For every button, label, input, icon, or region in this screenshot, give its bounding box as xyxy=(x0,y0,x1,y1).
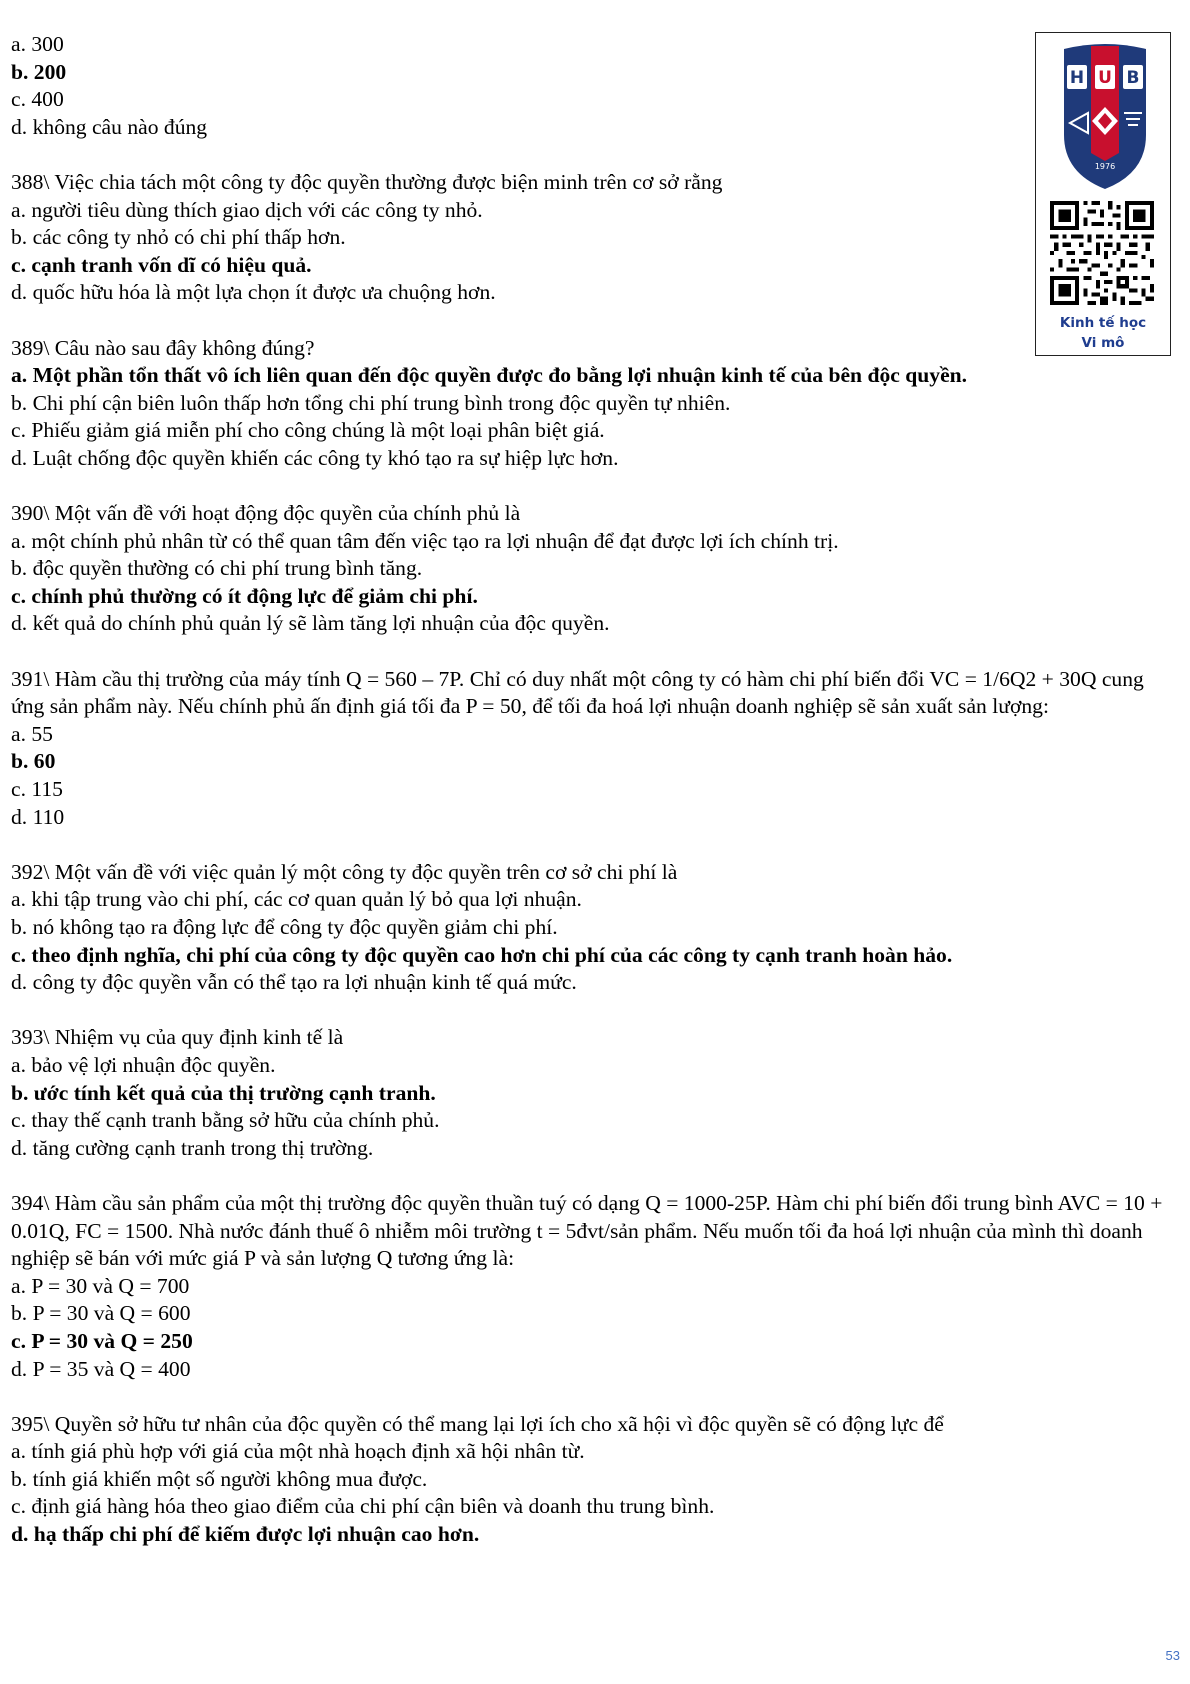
q391-option-d: d. 110 xyxy=(11,804,65,829)
q392-option-a: a. khi tập trung vào chi phí, các cơ quan quản lý bỏ qua lợi nhuận. xyxy=(11,887,582,912)
logo-letter-h: H xyxy=(1069,68,1085,88)
qr-code-icon xyxy=(1050,201,1154,305)
q390-option-a: a. một chính phủ nhân từ có thể quan tâm đến việc tạo ra lợi nhuận để đạt được lợi ích chính trị. xyxy=(11,528,839,553)
course-logo-box xyxy=(1035,32,1171,356)
q395-option-b: b. tính giá khiến một số người không mua được. xyxy=(11,1466,428,1491)
spacer xyxy=(11,831,1181,859)
q395-option-c: c. định giá hàng hóa theo giao điểm của chi phí cận biên và doanh thu trung bình. xyxy=(11,1494,715,1519)
q390-option-c-correct: c. chính phủ thường có ít động lực để giảm chi phí. xyxy=(11,583,478,608)
q393-option-a: a. bảo vệ lợi nhuận độc quyền. xyxy=(11,1052,276,1077)
q391-option-a: a. 55 xyxy=(11,721,53,746)
q390-option-d: d. kết quả do chính phủ quản lý sẽ làm tăng lợi nhuận của độc quyền. xyxy=(11,611,610,636)
spacer xyxy=(11,307,1181,335)
q393-option-d: d. tăng cường cạnh tranh trong thị trường. xyxy=(11,1135,374,1160)
q393-option-c: c. thay thế cạnh tranh bằng sở hữu của chính phủ. xyxy=(11,1108,440,1133)
logo-year: 1976 xyxy=(1094,162,1116,171)
page-number: 53 xyxy=(1165,1648,1180,1663)
q392-option-d: d. công ty độc quyền vẫn có thể tạo ra lợi nhuận kinh tế quá mức. xyxy=(11,970,577,995)
spacer xyxy=(11,997,1181,1025)
q395-option-a: a. tính giá phù hợp với giá của một nhà hoạch định xã hội nhân từ. xyxy=(11,1439,585,1464)
q395-question: 395\ Quyền sở hữu tư nhân của độc quyền có thể mang lại lợi ích cho xã hội vì độc quyền sẽ có động lực để xyxy=(11,1411,944,1436)
q390-option-b: b. độc quyền thường có chi phí trung bình tăng. xyxy=(11,556,423,581)
question-document xyxy=(11,31,1181,1549)
q388-option-b: b. các công ty nhỏ có chi phí thấp hơn. xyxy=(11,225,346,250)
spacer xyxy=(11,141,1181,169)
q389-option-c: c. Phiếu giảm giá miễn phí cho công chúng là một loại phân biệt giá. xyxy=(11,418,605,443)
q392-option-c-correct: c. theo định nghĩa, chi phí của công ty độc quyền cao hơn chi phí của các công ty cạnh tranh hoàn hảo. xyxy=(11,942,953,967)
q395-option-d-correct: d. hạ thấp chi phí để kiếm được lợi nhuận cao hơn. xyxy=(11,1522,480,1547)
q394-option-c-correct: c. P = 30 và Q = 250 xyxy=(11,1328,193,1353)
q389-option-a-correct: a. Một phần tổn thất vô ích liên quan đến độc quyền được đo bằng lợi nhuận kinh tế của bên độc quyền. xyxy=(11,363,968,388)
logo-letter-b: B xyxy=(1126,68,1140,88)
spacer xyxy=(11,1383,1181,1411)
course-name-line1: Kinh tế học xyxy=(1059,315,1147,331)
q392-question: 392\ Một vấn đề với việc quản lý một công ty độc quyền trên cơ sở chi phí là xyxy=(11,859,678,884)
q389-option-d: d. Luật chống độc quyền khiến các công ty khó tạo ra sự hiệp lực hơn. xyxy=(11,445,619,470)
q388-option-c-correct: c. cạnh tranh vốn dĩ có hiệu quả. xyxy=(11,252,312,277)
q393-option-b-correct: b. ước tính kết quả của thị trường cạnh tranh. xyxy=(11,1080,436,1105)
q389-question: 389\ Câu nào sau đây không đúng? xyxy=(11,335,315,360)
q394-option-d: d. P = 35 và Q = 400 xyxy=(11,1356,191,1381)
q390-question: 390\ Một vấn đề với hoạt động độc quyền của chính phủ là xyxy=(11,501,521,526)
hub-shield-logo xyxy=(1058,43,1152,193)
q393-question: 393\ Nhiệm vụ của quy định kinh tế là xyxy=(11,1025,344,1050)
q394-option-a: a. P = 30 và Q = 700 xyxy=(11,1273,190,1298)
q388-question: 388\ Việc chia tách một công ty độc quyền thường được biện minh trên cơ sở rằng xyxy=(11,169,723,194)
q391-option-c: c. 115 xyxy=(11,777,63,802)
logo-letter-u: U xyxy=(1098,68,1112,88)
q394-question: 394\ Hàm cầu sản phẩm của một thị trường độc quyền thuần tuý có dạng Q = 1000-25P. Hàm chi phí biến đổi trung bình AVC = 10 + 0.01Q, FC = 1500. Nhà nước đánh thuế ô nhiễm môi trường t = 5đvt/sản phẩm. Nếu muốn tối đa hoá lợi nhuận của mình thì doanh nghiệp sẽ bán với mức giá P và sản lượng Q tương ứng là: xyxy=(11,1190,1163,1271)
q392-option-b: b. nó không tạo ra động lực để công ty độc quyền giảm chi phí. xyxy=(11,915,558,939)
course-name-line2: Vi mô xyxy=(1081,335,1125,351)
q387-option-d: d. không câu nào đúng xyxy=(11,114,208,139)
spacer xyxy=(11,638,1181,666)
spacer xyxy=(11,473,1181,501)
q387-option-c: c. 400 xyxy=(11,87,64,112)
q394-option-b: b. P = 30 và Q = 600 xyxy=(11,1301,191,1326)
q391-question: 391\ Hàm cầu thị trường của máy tính Q = 560 – 7P. Chỉ có duy nhất một công ty có hàm chi phí biến đổi VC = 1/6Q2 + 30Q cung ứng sản phẩm này. Nếu chính phủ ấn định giá tối đa P = 50, để tối đa hoá lợi nhuận doanh nghiệp sẽ sản xuất sản lượng: xyxy=(11,666,1144,719)
q387-option-a: a. 300 xyxy=(11,32,64,56)
q389-option-b: b. Chi phí cận biên luôn thấp hơn tổng chi phí trung bình trong độc quyền tự nhiên. xyxy=(11,390,731,415)
spacer xyxy=(11,1162,1181,1190)
q388-option-a: a. người tiêu dùng thích giao dịch với các công ty nhỏ. xyxy=(11,197,483,222)
q387-option-b-correct: b. 200 xyxy=(11,59,67,84)
q388-option-d: d. quốc hữu hóa là một lựa chọn ít được ưa chuộng hơn. xyxy=(11,280,496,305)
q391-option-b-correct: b. 60 xyxy=(11,749,56,774)
